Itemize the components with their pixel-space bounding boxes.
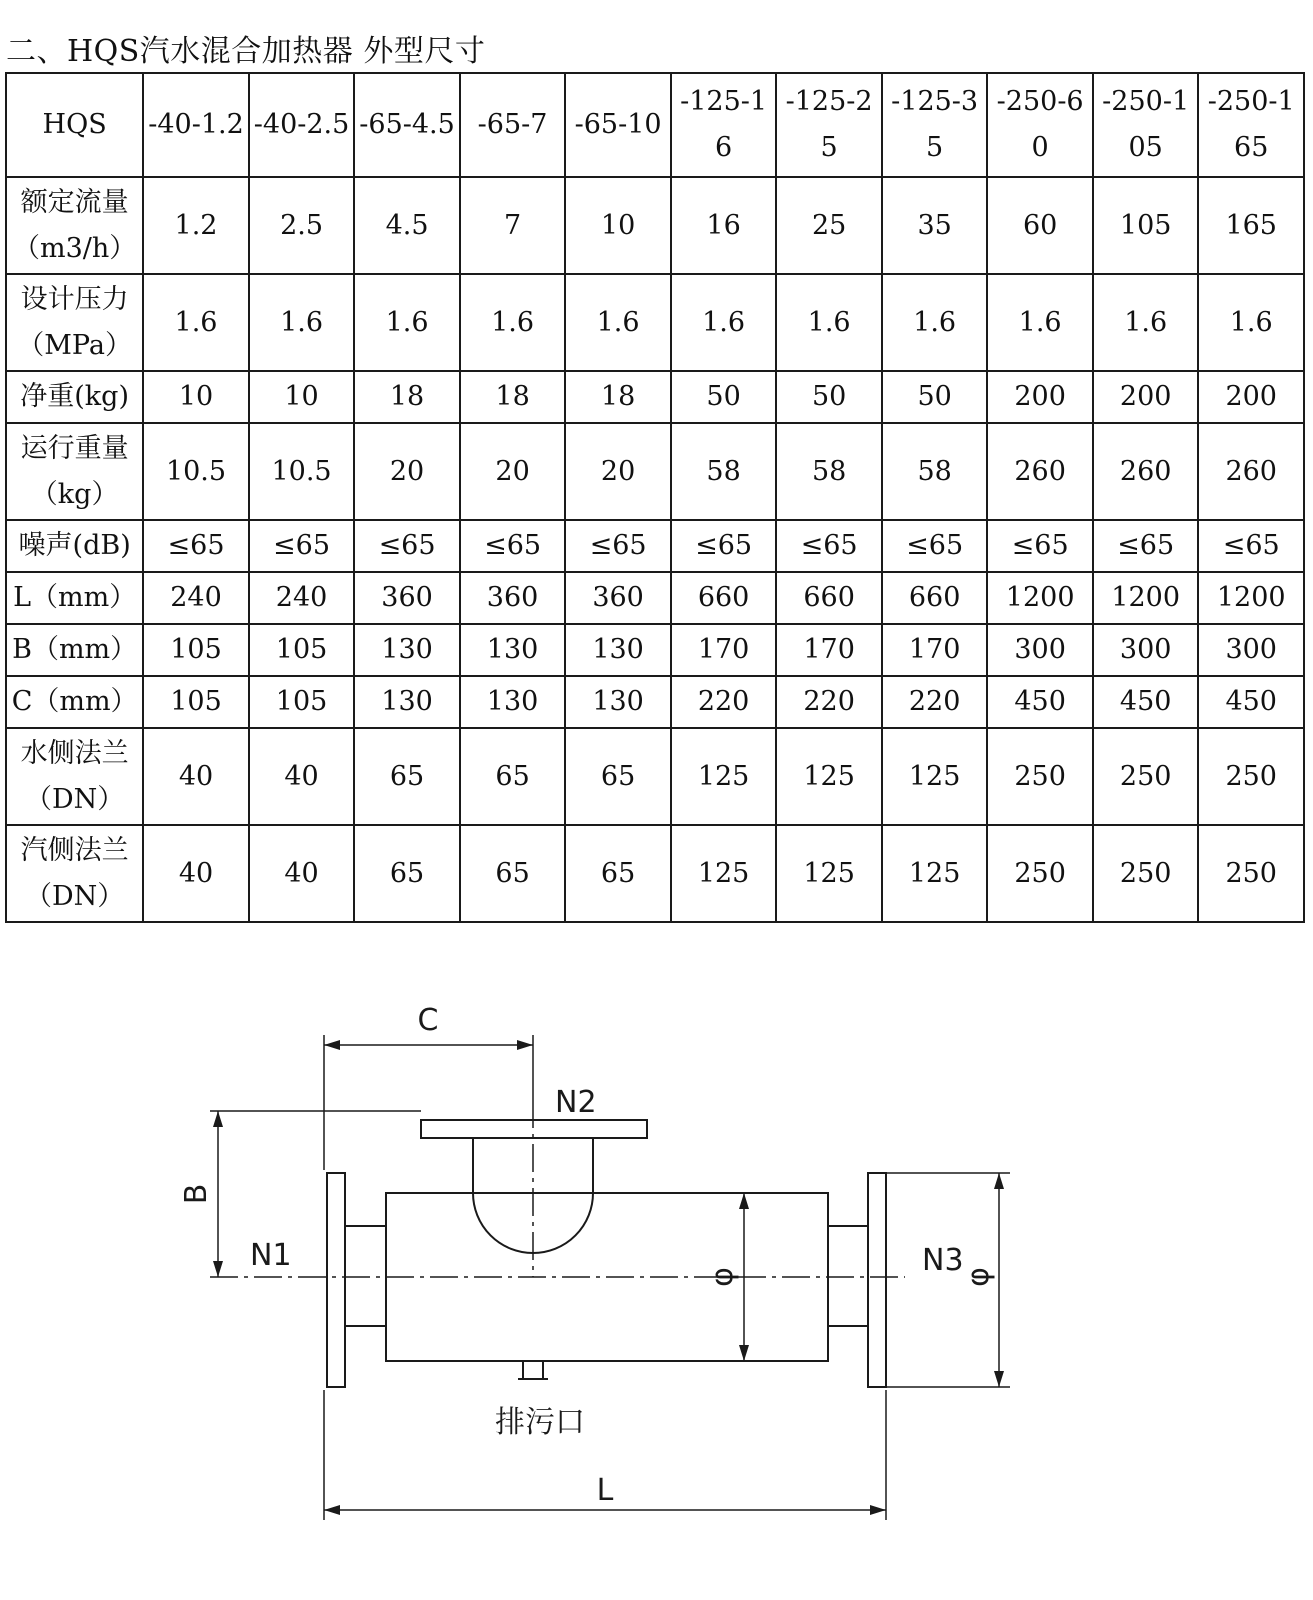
left-nozzle: [345, 1226, 386, 1326]
row-label: 净重(kg): [6, 371, 143, 423]
table-cell: 660: [776, 572, 882, 624]
table-row: [6, 572, 1304, 624]
table-cell: 450: [1198, 676, 1304, 728]
table-cell: 40: [249, 825, 355, 922]
row-label: L（mm）: [6, 572, 143, 624]
drain-label: 排污口: [495, 1405, 585, 1440]
table-cell: 50: [776, 371, 882, 423]
table-cell: 360: [565, 572, 671, 624]
table-cell: 40: [143, 728, 249, 825]
table-cell: 450: [1093, 676, 1199, 728]
dim-label-c: C: [417, 1003, 439, 1038]
model-header: -40-2.5: [249, 73, 355, 177]
row-label: 水侧法兰（DN）: [6, 728, 143, 825]
table-cell: 40: [249, 728, 355, 825]
table-cell: 58: [882, 423, 988, 520]
table-cell: 260: [1198, 423, 1304, 520]
table-cell: 1.6: [1093, 274, 1199, 371]
table-cell: 1200: [1093, 572, 1199, 624]
table-cell: ≤65: [1198, 520, 1304, 572]
label-n2: N2: [555, 1085, 597, 1120]
table-cell: 130: [565, 676, 671, 728]
table-cell: 4.5: [354, 177, 460, 274]
table-cell: 1.6: [565, 274, 671, 371]
table-cell: 200: [1198, 371, 1304, 423]
label-n3: N3: [922, 1243, 964, 1278]
table-cell: 130: [354, 624, 460, 676]
table-cell: 130: [354, 676, 460, 728]
table-cell: 1.6: [460, 274, 566, 371]
table-cell: 240: [249, 572, 355, 624]
table-cell: 125: [776, 728, 882, 825]
table-cell: 170: [776, 624, 882, 676]
table-cell: 1.6: [1198, 274, 1304, 371]
table-cell: 40: [143, 825, 249, 922]
left-flange: [327, 1173, 345, 1387]
table-cell: 105: [143, 624, 249, 676]
table-cell: 10: [565, 177, 671, 274]
table-cell: 65: [460, 825, 566, 922]
table-cell: ≤65: [249, 520, 355, 572]
table-cell: ≤65: [671, 520, 777, 572]
table-cell: ≤65: [987, 520, 1093, 572]
top-flange: [421, 1120, 647, 1138]
table-cell: 660: [671, 572, 777, 624]
table-row: [6, 825, 1304, 922]
row-label: 额定流量（m3/h）: [6, 177, 143, 274]
row-label: B（mm）: [6, 624, 143, 676]
table-cell: 250: [1198, 728, 1304, 825]
table-cell: 20: [565, 423, 671, 520]
corner-cell: HQS: [6, 73, 143, 177]
table-cell: 18: [565, 371, 671, 423]
table-cell: 125: [671, 825, 777, 922]
table-cell: ≤65: [354, 520, 460, 572]
table-cell: 1.2: [143, 177, 249, 274]
table-cell: ≤65: [460, 520, 566, 572]
table-cell: 130: [460, 676, 566, 728]
table-cell: 250: [987, 728, 1093, 825]
table-cell: 65: [354, 728, 460, 825]
header-row: [6, 73, 1304, 177]
table-cell: 165: [1198, 177, 1304, 274]
table-cell: 250: [1093, 728, 1199, 825]
table-cell: ≤65: [776, 520, 882, 572]
table-cell: 50: [882, 371, 988, 423]
table-row: [6, 371, 1304, 423]
table-cell: 130: [565, 624, 671, 676]
row-label: 设计压力（MPa）: [6, 274, 143, 371]
table-cell: ≤65: [143, 520, 249, 572]
table-cell: 7: [460, 177, 566, 274]
table-cell: 1200: [987, 572, 1093, 624]
table-cell: 300: [1093, 624, 1199, 676]
table-row: [6, 728, 1304, 825]
page-title: 二、HQS汽水混合加热器 外型尺寸: [6, 34, 486, 69]
table-cell: 660: [882, 572, 988, 624]
table-cell: 360: [354, 572, 460, 624]
table-cell: 1200: [1198, 572, 1304, 624]
table-cell: 105: [143, 676, 249, 728]
table-cell: 250: [1093, 825, 1199, 922]
table-cell: 20: [354, 423, 460, 520]
label-n1: N1: [250, 1238, 292, 1273]
table-cell: ≤65: [565, 520, 671, 572]
drain-plug: [523, 1361, 543, 1379]
table-cell: 16: [671, 177, 777, 274]
table-row: [6, 423, 1304, 520]
table-cell: 25: [776, 177, 882, 274]
table-cell: ≤65: [882, 520, 988, 572]
table-cell: 1.6: [987, 274, 1093, 371]
table-cell: 10.5: [143, 423, 249, 520]
table-cell: 125: [776, 825, 882, 922]
model-header: -40-1.2: [143, 73, 249, 177]
table-row: [6, 520, 1304, 572]
spec-table: [5, 72, 1305, 923]
row-label: 噪声(dB): [6, 520, 143, 572]
table-cell: 1.6: [143, 274, 249, 371]
dim-label-b: B: [179, 1183, 214, 1205]
table-cell: 2.5: [249, 177, 355, 274]
table-cell: 58: [776, 423, 882, 520]
table-cell: 65: [565, 728, 671, 825]
row-label: C（mm）: [6, 676, 143, 728]
model-header: -65-7: [460, 73, 566, 177]
table-cell: 65: [354, 825, 460, 922]
table-cell: 105: [1093, 177, 1199, 274]
table-cell: 250: [987, 825, 1093, 922]
table-cell: 105: [249, 676, 355, 728]
right-nozzle: [828, 1226, 868, 1326]
table-cell: 10.5: [249, 423, 355, 520]
table-cell: 1.6: [354, 274, 460, 371]
model-header: -125-25: [776, 73, 882, 177]
table-cell: 220: [776, 676, 882, 728]
table-cell: 58: [671, 423, 777, 520]
table-cell: 260: [1093, 423, 1199, 520]
table-cell: 220: [671, 676, 777, 728]
table-row: [6, 177, 1304, 274]
table-cell: 200: [1093, 371, 1199, 423]
right-flange: [868, 1173, 886, 1387]
table-cell: 105: [249, 624, 355, 676]
row-label: 汽侧法兰（DN）: [6, 825, 143, 922]
table-cell: 50: [671, 371, 777, 423]
table-row: [6, 676, 1304, 728]
table-cell: 125: [671, 728, 777, 825]
table-cell: 18: [354, 371, 460, 423]
table-cell: 1.6: [249, 274, 355, 371]
model-header: -65-4.5: [354, 73, 460, 177]
table-cell: 170: [671, 624, 777, 676]
table-cell: 220: [882, 676, 988, 728]
table-cell: 125: [882, 825, 988, 922]
table-cell: 200: [987, 371, 1093, 423]
table-cell: 125: [882, 728, 988, 825]
heater-dimension-drawing: [0, 980, 1313, 1540]
table-cell: 60: [987, 177, 1093, 274]
table-cell: 300: [1198, 624, 1304, 676]
table-cell: 1.6: [882, 274, 988, 371]
table-cell: 65: [565, 825, 671, 922]
table-row: [6, 274, 1304, 371]
table-cell: 300: [987, 624, 1093, 676]
table-cell: 450: [987, 676, 1093, 728]
model-header: -250-60: [987, 73, 1093, 177]
model-header: -65-10: [565, 73, 671, 177]
table-cell: 360: [460, 572, 566, 624]
flange-diameter-symbol: φ: [961, 1267, 996, 1287]
table-cell: 10: [249, 371, 355, 423]
table-cell: 18: [460, 371, 566, 423]
table-cell: 170: [882, 624, 988, 676]
table-cell: 260: [987, 423, 1093, 520]
table-cell: ≤65: [1093, 520, 1199, 572]
model-header: -250-165: [1198, 73, 1304, 177]
body-diameter-symbol: φ: [705, 1267, 740, 1287]
table-cell: 130: [460, 624, 566, 676]
table-cell: 1.6: [671, 274, 777, 371]
table-cell: 250: [1198, 825, 1304, 922]
dim-label-l: L: [596, 1473, 614, 1508]
table-cell: 65: [460, 728, 566, 825]
table-cell: 10: [143, 371, 249, 423]
model-header: -125-35: [882, 73, 988, 177]
table-cell: 240: [143, 572, 249, 624]
table-row: [6, 624, 1304, 676]
table-cell: 20: [460, 423, 566, 520]
table-cell: 35: [882, 177, 988, 274]
table-cell: 1.6: [776, 274, 882, 371]
row-label: 运行重量（kg）: [6, 423, 143, 520]
model-header: -125-16: [671, 73, 777, 177]
model-header: -250-105: [1093, 73, 1199, 177]
